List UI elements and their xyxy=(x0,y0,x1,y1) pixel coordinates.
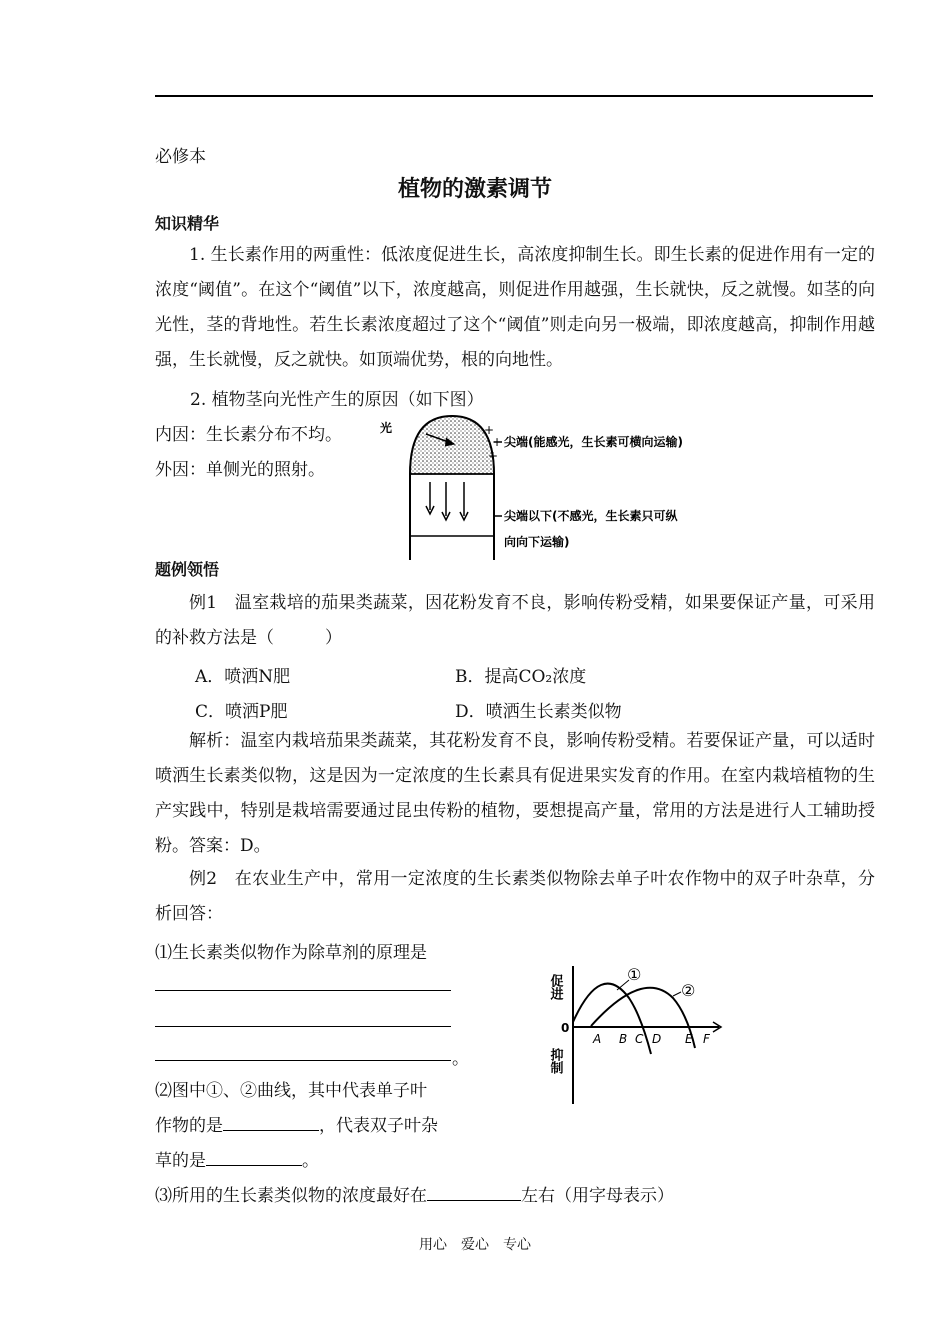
question-2-prompt-monocot: 作物的是 xyxy=(155,1116,223,1136)
curve-2-label: ② xyxy=(681,981,696,1000)
header-rule xyxy=(155,95,873,97)
outer-cause: 外因：单侧光的照射。 xyxy=(155,460,325,480)
below-tip-label-1: 尖端以下(不感光，生长素只可纵 xyxy=(504,509,678,523)
question-2-line-b xyxy=(155,1111,438,1136)
option-c: C．喷洒P肥 xyxy=(195,702,288,722)
question-2-prompt-dicot: ，代表双子叶杂 xyxy=(319,1116,438,1136)
question-2-line-c xyxy=(155,1146,319,1171)
blank-monocot[interactable] xyxy=(223,1112,319,1131)
page-title: 植物的激素调节 xyxy=(397,177,552,202)
section-heading-examples: 题例领悟 xyxy=(155,560,220,579)
option-d: D．喷洒生长素类似物 xyxy=(455,702,622,722)
question-3-suffix: 左右（用字母表示） xyxy=(521,1186,674,1206)
question-3 xyxy=(155,1181,674,1206)
tip-label: 尖端(能感光，生长素可横向运输) xyxy=(504,435,683,449)
tick-c: C xyxy=(635,1032,644,1046)
example-2-question: 例2 在农业生产中，常用一定浓度的生长素类似物除去单子叶农作物中的双子叶杂草，分析回答： xyxy=(155,869,875,924)
question-2-period: 。 xyxy=(302,1151,319,1171)
svg-text:+: + xyxy=(484,423,495,437)
tick-a: A xyxy=(593,1032,602,1046)
answer-line-2[interactable] xyxy=(155,1026,451,1027)
stem-tip xyxy=(410,416,494,474)
paragraph-2: 2. 植物茎向光性产生的原因（如下图） xyxy=(190,390,484,410)
footer-slogan: 用心 爱心 专心 xyxy=(419,1237,531,1253)
svg-text:+: + xyxy=(488,449,499,463)
below-tip-label-2: 向向下运输) xyxy=(504,535,570,549)
svg-text:+: + xyxy=(492,435,503,449)
course-label: 必修本 xyxy=(155,147,206,167)
promote-label: 促进 xyxy=(547,974,563,1000)
example-1-analysis: 解析：温室内栽培茄果类蔬菜，其花粉发育不良，影响传粉受精。若要保证产量，可以适时喷洒生长素类似物，这是因为一定浓度的生长素具有促进果实发育的作用。在室内栽培植物的生产实践中，特别是栽培需要通过昆虫传粉的植物，要想提高产量，常用的方法是进行人工辅助授粉。答案：D。 xyxy=(155,731,875,856)
tick-f: F xyxy=(703,1032,710,1046)
paragraph-1: 1. 生长素作用的两重性：低浓度促进生长，高浓度抑制生长。即生长素的促进作用有一定的浓度“阈值”。在这个“阈值”以下，浓度越高，则促进作用越强，生长就快，反之就慢。如茎的向光性，茎的背地性。若生长素浓度超过了这个“阈值”则走向另一极端，即浓度越高，抑制作用越强，生长就慢，反之就快。如顶端优势，根的向地性。 xyxy=(155,245,875,370)
blank-concentration[interactable] xyxy=(427,1182,521,1201)
inhibit-label: 抑制 xyxy=(547,1048,563,1074)
answer-line-3[interactable] xyxy=(155,1060,451,1061)
answer-line-1[interactable] xyxy=(155,990,451,991)
option-b: B．提高CO₂浓度 xyxy=(455,667,587,687)
question-1: ⑴生长素类似物作为除草剂的原理是 xyxy=(155,943,427,963)
blank-dicot[interactable] xyxy=(206,1147,302,1166)
example-1-question: 例1 温室栽培的茄果类蔬菜，因花粉发育不良，影响传粉受精，如果要保证产量，可采用的补救方法是（ ） xyxy=(155,593,875,648)
inner-cause: 内因：生长素分布不均。 xyxy=(155,425,342,445)
question-2-prompt-weed: 草的是 xyxy=(155,1151,206,1171)
tick-e: E xyxy=(685,1032,693,1046)
question-1-period: 。 xyxy=(452,1049,469,1069)
tick-b: B xyxy=(619,1032,628,1046)
question-3-prompt: ⑶所用的生长素类似物的浓度最好在 xyxy=(155,1186,427,1206)
tick-d: D xyxy=(652,1032,662,1046)
section-heading-knowledge: 知识精华 xyxy=(155,214,220,233)
question-2-line-a: ⑵图中①、②曲线，其中代表单子叶 xyxy=(155,1081,427,1101)
curve-1-label: ① xyxy=(627,965,642,984)
dose-response-graph xyxy=(547,962,735,1110)
phototropism-figure xyxy=(378,412,738,562)
light-label: 光 xyxy=(380,421,393,435)
downward-arrows xyxy=(426,482,468,520)
origin-label: 0 xyxy=(561,1021,570,1035)
option-a: A．喷洒N肥 xyxy=(195,667,291,687)
